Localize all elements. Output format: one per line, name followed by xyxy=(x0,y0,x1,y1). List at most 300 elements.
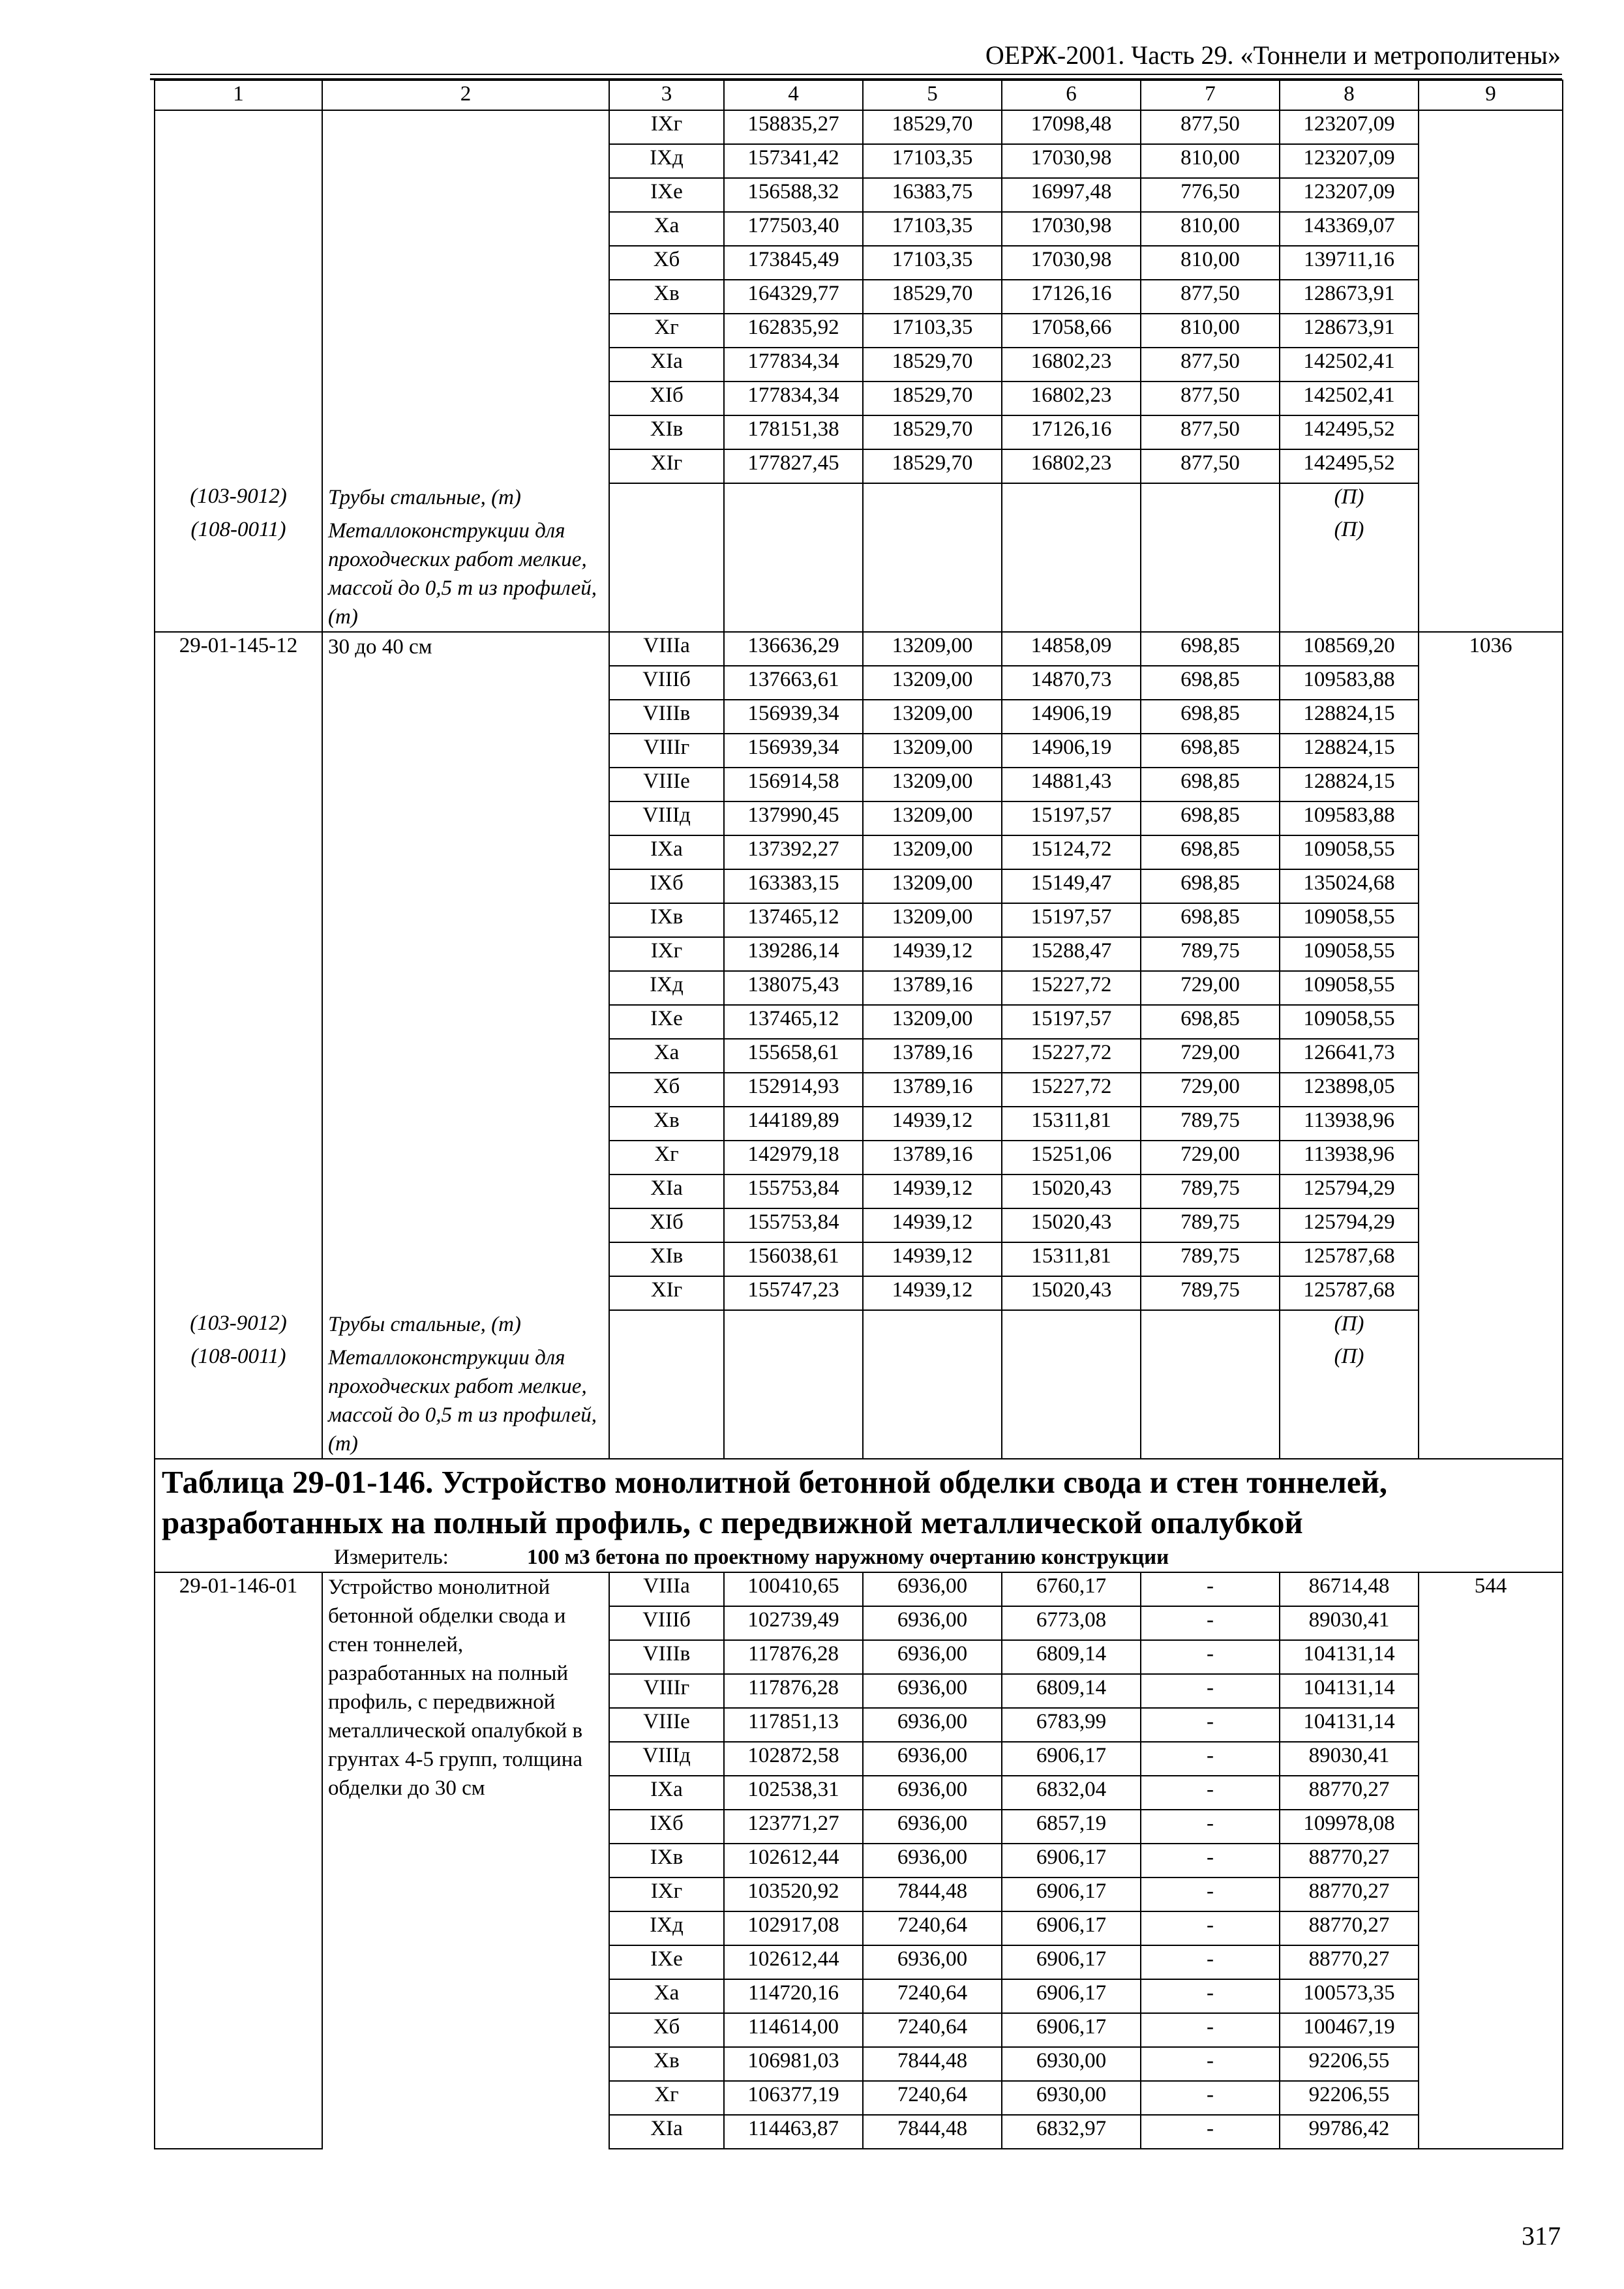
value-cell: 729,00 xyxy=(1141,971,1280,1005)
value-cell: 698,85 xyxy=(1141,1005,1280,1039)
material-index: (П) xyxy=(1280,483,1419,516)
table-title-cell xyxy=(155,1459,1563,1572)
value-cell: 123207,09 xyxy=(1280,178,1419,212)
value-cell: 177834,34 xyxy=(724,382,863,415)
empty-cell xyxy=(155,348,322,382)
empty-cell xyxy=(1419,937,1563,971)
value-cell: 103520,92 xyxy=(724,1878,863,1911)
material-index: (П) xyxy=(1280,1343,1419,1459)
material-index: (П) xyxy=(1280,516,1419,632)
empty-cell xyxy=(322,700,609,734)
value-cell: 6906,17 xyxy=(1002,1911,1141,1945)
value-cell: 7844,48 xyxy=(863,2047,1002,2081)
value-cell: - xyxy=(1141,1674,1280,1708)
value-cell: 14870,73 xyxy=(1002,666,1141,700)
empty-cell xyxy=(155,415,322,449)
value-cell: 123771,27 xyxy=(724,1810,863,1844)
empty-cell xyxy=(155,1844,322,1878)
material-name: Трубы стальные, (т) xyxy=(322,1310,609,1343)
value-cell: 125794,29 xyxy=(1280,1174,1419,1208)
table-row xyxy=(155,382,1563,415)
value-cell: 6936,00 xyxy=(863,1742,1002,1776)
empty-cell xyxy=(1419,449,1563,483)
empty-cell xyxy=(322,449,609,483)
value-cell: 102739,49 xyxy=(724,1606,863,1640)
value-cell: 177503,40 xyxy=(724,212,863,246)
value-cell: 13209,00 xyxy=(863,801,1002,835)
value-cell: 18529,70 xyxy=(863,280,1002,314)
meter-line xyxy=(162,1543,1556,1572)
empty-cell xyxy=(1141,483,1280,516)
value-cell: 17126,16 xyxy=(1002,415,1141,449)
value-cell: - xyxy=(1141,1979,1280,2013)
empty-cell xyxy=(1419,2115,1563,2149)
value-cell: 18529,70 xyxy=(863,110,1002,144)
value-cell: 14881,43 xyxy=(1002,768,1141,801)
value-cell: 139711,16 xyxy=(1280,246,1419,280)
value-cell: 109058,55 xyxy=(1280,937,1419,971)
value-cell: 18529,70 xyxy=(863,415,1002,449)
value-cell: 89030,41 xyxy=(1280,1606,1419,1640)
value-cell: 6809,14 xyxy=(1002,1640,1141,1674)
value-cell: 17098,48 xyxy=(1002,110,1141,144)
value-cell: - xyxy=(1141,1606,1280,1640)
value-cell: 6906,17 xyxy=(1002,1945,1141,1979)
value-cell: 6936,00 xyxy=(863,1606,1002,1640)
value-cell: 102538,31 xyxy=(724,1776,863,1810)
value-cell: 109058,55 xyxy=(1280,835,1419,869)
value-cell: 13209,00 xyxy=(863,869,1002,903)
value-cell: 137990,45 xyxy=(724,801,863,835)
material-row xyxy=(155,1343,1563,1459)
value-cell: - xyxy=(1141,1640,1280,1674)
empty-cell xyxy=(155,1945,322,1979)
empty-cell xyxy=(1419,246,1563,280)
table-row xyxy=(155,1073,1563,1107)
empty-cell xyxy=(155,801,322,835)
column-number-row xyxy=(155,80,1563,110)
empty-cell xyxy=(322,1107,609,1141)
table-row xyxy=(155,110,1563,144)
zone-code: VIIIб xyxy=(609,666,724,700)
value-cell: 6857,19 xyxy=(1002,1810,1141,1844)
value-cell: 123207,09 xyxy=(1280,110,1419,144)
value-cell: 89030,41 xyxy=(1280,1742,1419,1776)
column-number: 5 xyxy=(863,80,1002,110)
empty-cell xyxy=(155,1708,322,1742)
value-cell: - xyxy=(1141,1911,1280,1945)
empty-cell xyxy=(1419,1640,1563,1674)
value-cell: 88770,27 xyxy=(1280,1776,1419,1810)
table-row xyxy=(155,1572,1563,1606)
material-row xyxy=(155,516,1563,632)
empty-cell xyxy=(1419,1242,1563,1276)
value-cell: - xyxy=(1141,2081,1280,2115)
empty-cell xyxy=(1419,212,1563,246)
value-cell: 6783,99 xyxy=(1002,1708,1141,1742)
value-cell: 17103,35 xyxy=(863,314,1002,348)
value-cell: 128824,15 xyxy=(1280,768,1419,801)
value-cell: 789,75 xyxy=(1141,1107,1280,1141)
empty-cell xyxy=(322,971,609,1005)
empty-cell xyxy=(1419,666,1563,700)
empty-cell xyxy=(1419,700,1563,734)
zone-code: Xг xyxy=(609,314,724,348)
value-cell: 6906,17 xyxy=(1002,2013,1141,2047)
value-cell: 155747,23 xyxy=(724,1276,863,1310)
zone-code: IXб xyxy=(609,1810,724,1844)
value-cell: 6936,00 xyxy=(863,1674,1002,1708)
value-cell: 18529,70 xyxy=(863,449,1002,483)
empty-cell xyxy=(1141,1310,1280,1343)
empty-cell xyxy=(1419,280,1563,314)
zone-code: VIIIб xyxy=(609,1606,724,1640)
value-cell: 877,50 xyxy=(1141,348,1280,382)
value-cell: 15197,57 xyxy=(1002,801,1141,835)
value-cell: - xyxy=(1141,1810,1280,1844)
empty-cell xyxy=(322,835,609,869)
value-cell: 18529,70 xyxy=(863,348,1002,382)
value-cell: 6936,00 xyxy=(863,1810,1002,1844)
empty-cell xyxy=(155,1141,322,1174)
value-cell: 128673,91 xyxy=(1280,314,1419,348)
page-header-title: ОЕРЖ-2001. Часть 29. «Тоннели и метрополитены» xyxy=(985,40,1561,70)
value-cell: 117876,28 xyxy=(724,1640,863,1674)
value-cell: 106981,03 xyxy=(724,2047,863,2081)
empty-cell xyxy=(1419,1945,1563,1979)
empty-cell xyxy=(155,1107,322,1141)
zone-code: IXд xyxy=(609,971,724,1005)
value-cell: 99786,42 xyxy=(1280,2115,1419,2149)
empty-cell xyxy=(1419,1073,1563,1107)
value-cell: 137465,12 xyxy=(724,1005,863,1039)
zone-code: XIа xyxy=(609,1174,724,1208)
value-cell: 15227,72 xyxy=(1002,1039,1141,1073)
empty-cell xyxy=(155,246,322,280)
table-row xyxy=(155,212,1563,246)
value-cell: 113938,96 xyxy=(1280,1107,1419,1141)
empty-cell xyxy=(1419,516,1563,632)
empty-cell xyxy=(1419,1141,1563,1174)
empty-cell xyxy=(1419,415,1563,449)
value-cell: 6906,17 xyxy=(1002,1878,1141,1911)
value-cell: 6936,00 xyxy=(863,1640,1002,1674)
value-cell: 15251,06 xyxy=(1002,1141,1141,1174)
value-cell: 877,50 xyxy=(1141,449,1280,483)
value-cell: - xyxy=(1141,1708,1280,1742)
table-row xyxy=(155,1141,1563,1174)
empty-cell xyxy=(1419,2081,1563,2115)
value-cell: 109058,55 xyxy=(1280,903,1419,937)
empty-cell xyxy=(1419,314,1563,348)
column-number: 4 xyxy=(724,80,863,110)
value-cell: 6773,08 xyxy=(1002,1606,1141,1640)
value-cell: 877,50 xyxy=(1141,110,1280,144)
value-cell: 109058,55 xyxy=(1280,971,1419,1005)
table-row xyxy=(155,835,1563,869)
column-number: 7 xyxy=(1141,80,1280,110)
zone-code: IXв xyxy=(609,903,724,937)
value-cell: 114720,16 xyxy=(724,1979,863,2013)
empty-cell xyxy=(1419,971,1563,1005)
value-cell: 109583,88 xyxy=(1280,801,1419,835)
value-cell: - xyxy=(1141,1776,1280,1810)
rate-name: 30 до 40 см xyxy=(322,632,609,666)
value-cell: 15020,43 xyxy=(1002,1174,1141,1208)
empty-cell xyxy=(155,314,322,348)
value-cell: 16997,48 xyxy=(1002,178,1141,212)
value-cell: 125787,68 xyxy=(1280,1242,1419,1276)
empty-cell xyxy=(322,734,609,768)
table-row xyxy=(155,700,1563,734)
empty-cell xyxy=(322,1242,609,1276)
value-cell: 109583,88 xyxy=(1280,666,1419,700)
resource-number: 1036 xyxy=(1419,632,1563,666)
value-cell: 810,00 xyxy=(1141,246,1280,280)
zone-code: XIв xyxy=(609,1242,724,1276)
zone-code: VIIIв xyxy=(609,700,724,734)
value-cell: 13209,00 xyxy=(863,632,1002,666)
value-cell: 142495,52 xyxy=(1280,449,1419,483)
value-cell: 156939,34 xyxy=(724,734,863,768)
zone-code: VIIIд xyxy=(609,801,724,835)
zone-code: Xа xyxy=(609,212,724,246)
value-cell: - xyxy=(1141,2047,1280,2081)
value-cell: 173845,49 xyxy=(724,246,863,280)
value-cell: 117876,28 xyxy=(724,1674,863,1708)
value-cell: 142495,52 xyxy=(1280,415,1419,449)
zone-code: Xа xyxy=(609,1979,724,2013)
zone-code: IXг xyxy=(609,937,724,971)
value-cell: 138075,43 xyxy=(724,971,863,1005)
empty-cell xyxy=(322,415,609,449)
material-row xyxy=(155,483,1563,516)
empty-cell xyxy=(1419,1606,1563,1640)
value-cell: 6906,17 xyxy=(1002,1742,1141,1776)
value-cell: 13209,00 xyxy=(863,700,1002,734)
empty-cell xyxy=(322,903,609,937)
zone-code: IXб xyxy=(609,869,724,903)
empty-cell xyxy=(155,382,322,415)
value-cell: - xyxy=(1141,2013,1280,2047)
table-row xyxy=(155,415,1563,449)
value-cell: 102612,44 xyxy=(724,1844,863,1878)
value-cell: 7844,48 xyxy=(863,2115,1002,2149)
value-cell: 877,50 xyxy=(1141,382,1280,415)
value-cell: 100573,35 xyxy=(1280,1979,1419,2013)
value-cell: 14939,12 xyxy=(863,937,1002,971)
empty-cell xyxy=(1419,348,1563,382)
value-cell: 6930,00 xyxy=(1002,2081,1141,2115)
resource-number: 544 xyxy=(1419,1572,1563,1606)
empty-cell xyxy=(155,1208,322,1242)
empty-cell xyxy=(322,1208,609,1242)
value-cell: 14939,12 xyxy=(863,1107,1002,1141)
table-body xyxy=(155,110,1563,2149)
rate-code: 29-01-145-12 xyxy=(155,632,322,666)
value-cell: 6936,00 xyxy=(863,1708,1002,1742)
value-cell: 7240,64 xyxy=(863,2013,1002,2047)
empty-cell xyxy=(155,1674,322,1708)
empty-cell xyxy=(1419,1810,1563,1844)
empty-cell xyxy=(1419,1708,1563,1742)
table-row xyxy=(155,178,1563,212)
value-cell: 158835,27 xyxy=(724,110,863,144)
zone-code: IXд xyxy=(609,1911,724,1945)
value-cell: 13789,16 xyxy=(863,1073,1002,1107)
zone-code: VIIIа xyxy=(609,632,724,666)
value-cell: 88770,27 xyxy=(1280,1945,1419,1979)
empty-cell xyxy=(1419,2013,1563,2047)
value-cell: 17126,16 xyxy=(1002,280,1141,314)
column-number: 2 xyxy=(322,80,609,110)
value-cell: 100410,65 xyxy=(724,1572,863,1606)
table-row xyxy=(155,348,1563,382)
material-index: (П) xyxy=(1280,1310,1419,1343)
empty-cell xyxy=(155,212,322,246)
empty-cell xyxy=(155,1810,322,1844)
column-number: 6 xyxy=(1002,80,1141,110)
value-cell: 7240,64 xyxy=(863,1911,1002,1945)
empty-cell xyxy=(155,937,322,971)
zone-code: VIIIе xyxy=(609,1708,724,1742)
value-cell: 7844,48 xyxy=(863,1878,1002,1911)
value-cell: 789,75 xyxy=(1141,1174,1280,1208)
empty-cell xyxy=(155,2081,322,2115)
table-row xyxy=(155,937,1563,971)
value-cell: 13209,00 xyxy=(863,768,1002,801)
value-cell: 14906,19 xyxy=(1002,734,1141,768)
empty-cell xyxy=(322,1276,609,1310)
table-row xyxy=(155,1208,1563,1242)
empty-cell xyxy=(155,1174,322,1208)
value-cell: 810,00 xyxy=(1141,212,1280,246)
table-row xyxy=(155,1107,1563,1141)
empty-cell xyxy=(1002,516,1141,632)
value-cell: 16383,75 xyxy=(863,178,1002,212)
value-cell: 137392,27 xyxy=(724,835,863,869)
value-cell: 6832,97 xyxy=(1002,2115,1141,2149)
empty-cell xyxy=(155,1005,322,1039)
value-cell: 6936,00 xyxy=(863,1844,1002,1878)
value-cell: 123898,05 xyxy=(1280,1073,1419,1107)
empty-cell xyxy=(863,1343,1002,1459)
value-cell: 789,75 xyxy=(1141,1276,1280,1310)
empty-cell xyxy=(322,1073,609,1107)
value-cell: 17030,98 xyxy=(1002,246,1141,280)
zone-code: VIIIе xyxy=(609,768,724,801)
empty-cell xyxy=(724,483,863,516)
empty-cell xyxy=(322,1039,609,1073)
zone-code: IXа xyxy=(609,835,724,869)
empty-cell xyxy=(155,1242,322,1276)
value-cell: 776,50 xyxy=(1141,178,1280,212)
value-cell: 125787,68 xyxy=(1280,1276,1419,1310)
empty-cell xyxy=(1419,835,1563,869)
table-row xyxy=(155,144,1563,178)
value-cell: 143369,07 xyxy=(1280,212,1419,246)
value-cell: 92206,55 xyxy=(1280,2047,1419,2081)
empty-cell xyxy=(1419,178,1563,212)
value-cell: 92206,55 xyxy=(1280,2081,1419,2115)
value-cell: 128673,91 xyxy=(1280,280,1419,314)
empty-cell xyxy=(155,1276,322,1310)
value-cell: 117851,13 xyxy=(724,1708,863,1742)
rate-name: Устройство монолитной бетонной обделки свода и стен тоннелей, разработанных на полный профиль, с передвижной металлической опалубкой в грунтах 4-5 групп, толщина обделки до 30 см xyxy=(322,1572,609,2149)
empty-cell xyxy=(155,1878,322,1911)
value-cell: 15020,43 xyxy=(1002,1208,1141,1242)
zone-code: XIг xyxy=(609,449,724,483)
value-cell: 13209,00 xyxy=(863,1005,1002,1039)
table-row xyxy=(155,1005,1563,1039)
value-cell: 13789,16 xyxy=(863,971,1002,1005)
value-cell: 88770,27 xyxy=(1280,1911,1419,1945)
value-cell: 14939,12 xyxy=(863,1276,1002,1310)
value-cell: 13209,00 xyxy=(863,666,1002,700)
value-cell: 102917,08 xyxy=(724,1911,863,1945)
material-name: Трубы стальные, (т) xyxy=(322,483,609,516)
empty-cell xyxy=(1419,1878,1563,1911)
value-cell: - xyxy=(1141,1572,1280,1606)
table-row xyxy=(155,280,1563,314)
value-cell: 13789,16 xyxy=(863,1141,1002,1174)
zone-code: VIIIг xyxy=(609,734,724,768)
value-cell: 6906,17 xyxy=(1002,1844,1141,1878)
zone-code: VIIIа xyxy=(609,1572,724,1606)
value-cell: 6936,00 xyxy=(863,1945,1002,1979)
zone-code: VIIIг xyxy=(609,1674,724,1708)
zone-code: Xв xyxy=(609,280,724,314)
value-cell: 6936,00 xyxy=(863,1572,1002,1606)
value-cell: 142502,41 xyxy=(1280,382,1419,415)
empty-cell xyxy=(155,1911,322,1945)
empty-cell xyxy=(322,1141,609,1174)
zone-code: Xб xyxy=(609,2013,724,2047)
zone-code: Xг xyxy=(609,1141,724,1174)
value-cell: 109978,08 xyxy=(1280,1810,1419,1844)
empty-cell xyxy=(863,1310,1002,1343)
value-cell: 142502,41 xyxy=(1280,348,1419,382)
value-cell: 17030,98 xyxy=(1002,144,1141,178)
value-cell: 100467,19 xyxy=(1280,2013,1419,2047)
value-cell: 877,50 xyxy=(1141,415,1280,449)
empty-cell xyxy=(1419,2047,1563,2081)
value-cell: 126641,73 xyxy=(1280,1039,1419,1073)
table-row xyxy=(155,734,1563,768)
zone-code: XIа xyxy=(609,2115,724,2149)
value-cell: 698,85 xyxy=(1141,835,1280,869)
table-row xyxy=(155,903,1563,937)
empty-cell xyxy=(1419,903,1563,937)
value-cell: 139286,14 xyxy=(724,937,863,971)
value-cell: 877,50 xyxy=(1141,280,1280,314)
value-cell: 15149,47 xyxy=(1002,869,1141,903)
value-cell: 15197,57 xyxy=(1002,903,1141,937)
table-title-row xyxy=(155,1459,1563,1572)
value-cell: 789,75 xyxy=(1141,1242,1280,1276)
value-cell: 729,00 xyxy=(1141,1039,1280,1073)
value-cell: 135024,68 xyxy=(1280,869,1419,903)
zone-code: IXе xyxy=(609,1945,724,1979)
value-cell: 162835,92 xyxy=(724,314,863,348)
empty-cell xyxy=(724,516,863,632)
value-cell: 136636,29 xyxy=(724,632,863,666)
zone-code: XIв xyxy=(609,415,724,449)
value-cell: 137663,61 xyxy=(724,666,863,700)
value-cell: 15197,57 xyxy=(1002,1005,1141,1039)
empty-cell xyxy=(155,1742,322,1776)
empty-cell xyxy=(1419,768,1563,801)
